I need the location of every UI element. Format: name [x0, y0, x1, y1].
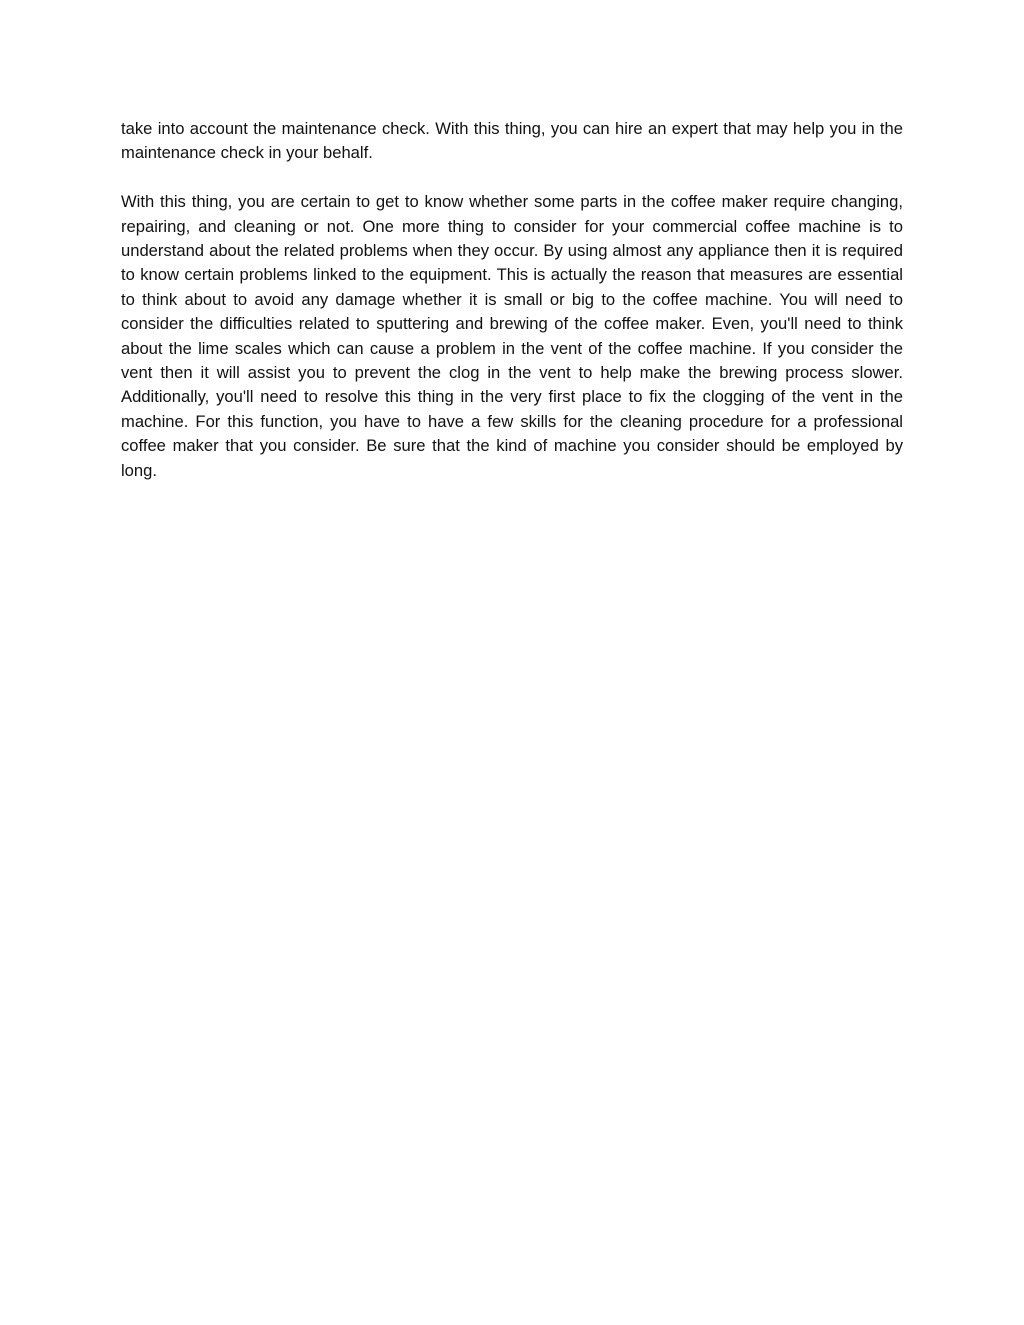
document-body	[121, 117, 903, 483]
paragraph-maintenance-check: take into account the maintenance check. With this thing, you can hire an expert that may help you in the maintenance check in your behalf.	[121, 119, 903, 163]
paragraph-coffee-maker-problems: With this thing, you are certain to get to know whether some parts in the coffee maker require changing, repairing, and cleaning or not. One more thing to consider for your commercial coffee machine is to understand about the related problems when they occur. By using almost any appliance then it is required to know certain problems linked to the equipment. This is actually the reason that measures are essential to think about to avoid any damage whether it is small or big to the coffee machine. You will need to consider the difficulties related to sputtering and brewing of the coffee maker. Even, you'll need to think about the lime scales which can cause a problem in the vent of the coffee machine. If you consider the vent then it will assist you to prevent the clog in the vent to help make the brewing process slower. Additionally, you'll need to resolve this thing in the very first place to fix the clogging of the vent in the machine. For this function, you have to have a few skills for the cleaning procedure for a professional coffee maker that you consider. Be sure that the kind of machine you consider should be employed by long.	[121, 192, 903, 480]
